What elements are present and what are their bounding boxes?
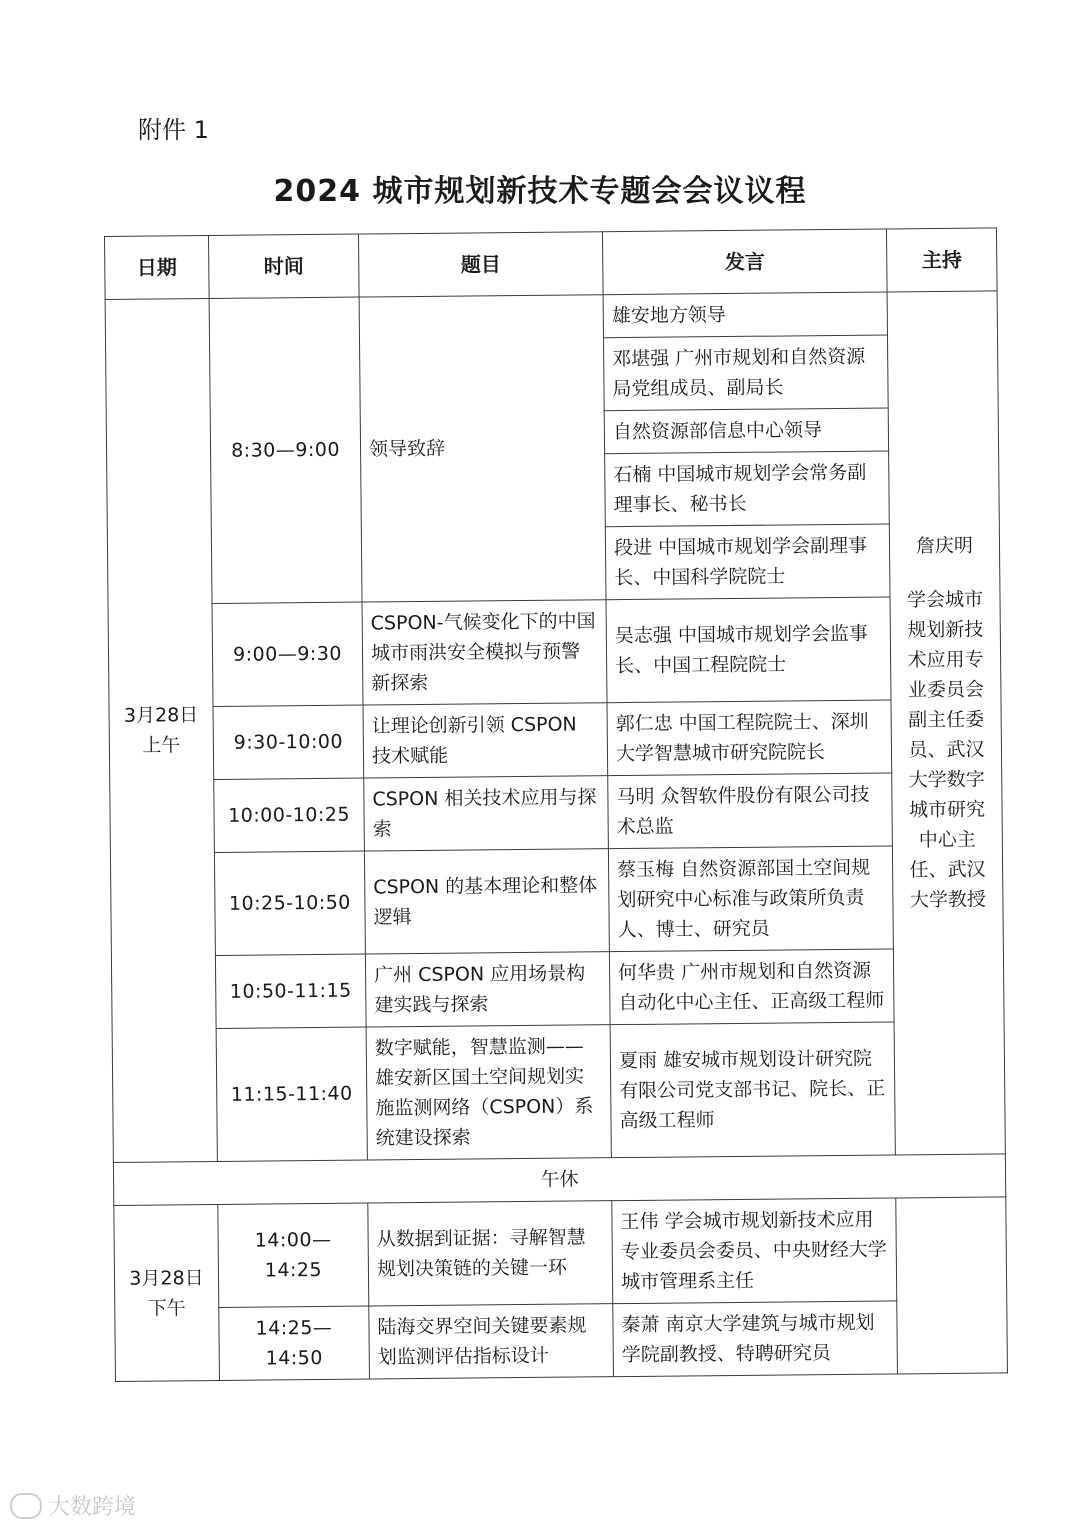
speaker-cell: 吴志强 中国城市规划学会监事长、中国工程院院士 — [606, 597, 891, 703]
topic-cell: CSPON 相关技术应用与探索 — [364, 776, 609, 851]
time-cell: 9:30-10:00 — [213, 705, 364, 779]
time-cell: 10:00-10:25 — [214, 778, 365, 852]
table-row — [108, 596, 1001, 708]
date-cell: 3月28日下午 — [114, 1204, 220, 1381]
topic-cell: 广州 CSPON 应用场景构建实践与探索 — [365, 952, 610, 1027]
speaker-cell: 郭仁忠 中国工程院院士、深圳大学智慧城市研究院院长 — [607, 700, 892, 776]
topic-cell: CSPON 的基本理论和整体逻辑 — [364, 849, 609, 954]
table-row — [110, 772, 1003, 854]
topic-cell: 陆海交界空间关键要素规划监测评估指标设计 — [369, 1304, 614, 1379]
page-title: 2024 城市规划新技术专题会会议议程 — [273, 174, 807, 209]
speaker-cell: 夏雨 雄安城市规划设计研究院有限公司党支部书记、院长、正高级工程师 — [610, 1022, 895, 1158]
table-row — [112, 1021, 1005, 1163]
date-cell: 3月28日上午 — [105, 298, 217, 1162]
speaker-cell: 雄安地方领导 — [603, 292, 887, 338]
agenda-table — [104, 227, 1008, 1382]
header-speech: 发言 — [602, 229, 887, 295]
time-cell: 11:15-11:40 — [216, 1027, 367, 1161]
header-topic: 题目 — [358, 232, 603, 297]
table-row — [110, 845, 1003, 957]
host-name: 詹庆明 — [915, 534, 974, 558]
topic-cell: 让理论创新引领 CSPON 技术赋能 — [363, 703, 608, 778]
topic-cell: 领导致辞 — [359, 295, 606, 602]
topic-cell: 数字赋能，智慧监测——雄安新区国土空间规划实施监测网络（CSPON）系统建设探索 — [366, 1025, 611, 1160]
time-cell: 14:25—14:50 — [219, 1306, 370, 1380]
header-row — [105, 228, 998, 300]
speaker-cell: 马明 众智软件股份有限公司技术总监 — [608, 773, 893, 849]
speaker-cell: 王伟 学会城市规划新技术应用专业委员会委员、中央财经大学城市管理系主任 — [612, 1198, 897, 1304]
table-row — [109, 699, 1002, 781]
time-cell: 14:00—14:25 — [218, 1203, 369, 1307]
header-host: 主持 — [886, 228, 997, 292]
watermark-logo-icon — [10, 1493, 42, 1519]
table-row — [115, 1300, 1008, 1382]
lunch-break-label: 午休 — [113, 1154, 1005, 1206]
speaker-cell: 自然资源部信息中心领导 — [604, 408, 888, 454]
speaker-cell: 邓堪强 广州市规划和自然资源局党组成员、副局长 — [603, 335, 888, 411]
header-date: 日期 — [105, 235, 210, 299]
header-time: 时间 — [208, 234, 359, 298]
topic-cell: CSPON-气候变化下的中国城市雨洪安全模拟与预警新探索 — [362, 600, 607, 705]
host-cell — [887, 291, 1005, 1155]
speaker-cell: 蔡玉梅 自然资源部国土空间规划研究中心标准与政策所负责人、博士、研究员 — [608, 846, 893, 952]
attachment-label: 附件 1 — [138, 116, 209, 144]
speaker-cell: 秦萧 南京大学建筑与城市规划学院副教授、特聘研究员 — [613, 1301, 898, 1377]
speaker-cell: 段进 中国城市规划学会副理事长、中国科学院院士 — [605, 524, 890, 600]
watermark — [10, 1490, 136, 1521]
agenda-body — [105, 291, 1007, 1382]
table-row — [111, 948, 1004, 1030]
watermark-text: 大数跨境 — [48, 1495, 137, 1520]
time-cell: 10:50-11:15 — [215, 954, 366, 1028]
time-cell: 8:30—9:00 — [209, 297, 362, 603]
time-cell: 9:00—9:30 — [212, 602, 363, 706]
host-title: 学会城市规划新技术应用专业委员会副主任委员、武汉大学数字城市研究中心主任、武汉大学教授 — [906, 588, 987, 912]
table-row — [114, 1197, 1007, 1309]
speaker-cell: 石楠 中国城市规划学会常务副理事长、秘书长 — [605, 451, 890, 527]
speaker-cell: 何华贵 广州市规划和自然资源自动化中心主任、正高级工程师 — [609, 949, 894, 1025]
host-cell — [896, 1197, 1008, 1374]
topic-cell: 从数据到证据：寻解智慧规划决策链的关键一环 — [368, 1201, 613, 1306]
time-cell: 10:25-10:50 — [214, 851, 365, 955]
